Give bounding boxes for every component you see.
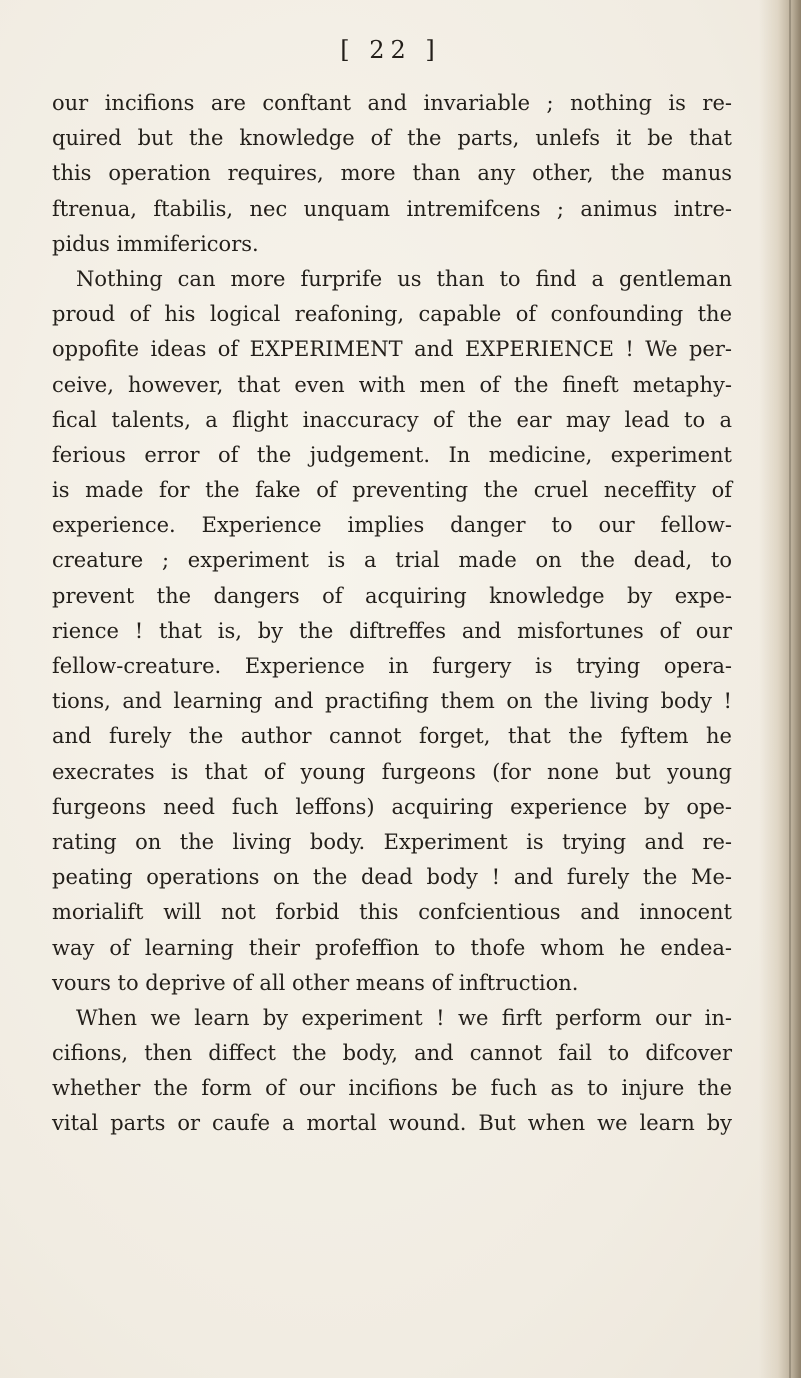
text-line: tions, and learning and practifing them on the living body ! (52, 689, 732, 714)
text-line: cifions, then diffect the body, and cannot fail to difcover (52, 1041, 732, 1066)
text-line: fical talents, a flight inaccuracy of the ear may lead to a (52, 407, 732, 432)
text-line: prevent the dangers of acquiring knowledge by expe- (52, 583, 732, 608)
page-edge-line (789, 0, 791, 1378)
text-line: rating on the living body. Experiment is trying and re- (52, 829, 732, 854)
text-line: experience. Experience implies danger to our fellow- (52, 513, 732, 538)
text-line: this operation requires, more than any other, the manus (52, 161, 732, 186)
text-line: quired but the knowledge of the parts, unlefs it be that (52, 126, 732, 151)
text-line: fellow-creature. Experience in furgery is trying opera- (52, 654, 732, 678)
text-line: our incifions are conftant and invariable ; nothing is re- (52, 91, 732, 115)
body-text (52, 86, 732, 1142)
page-number: [ 22 ] (340, 36, 441, 64)
text-line: ceive, however, that even with men of the fineft metaphy- (52, 372, 732, 397)
text-line: rience ! that is, by the diftreffes and misfortunes of our (52, 618, 732, 643)
text-line: proud of his logical reafoning, capable of confounding the (52, 302, 732, 327)
text-line: pidus immifericors. (52, 231, 259, 256)
text-line: oppofite ideas of EXPERIMENT and EXPERIENCE ! We per- (52, 337, 732, 362)
text-line: and furely the author cannot forget, that the fyftem he (52, 724, 732, 749)
page-gutter-shadow (759, 0, 801, 1378)
text-line: vital parts or caufe a mortal wound. But when we learn by (52, 1111, 732, 1136)
text-line: creature ; experiment is a trial made on the dead, to (52, 548, 732, 573)
text-line: way of learning their profeffion to thofe whom he endea- (52, 935, 732, 960)
text-line: ftrenua, ftabilis, nec unquam intremifcens ; animus intre- (52, 196, 732, 221)
text-line: peating operations on the dead body ! and furely the Me- (52, 865, 732, 890)
text-line: furgeons need fuch leffons) acquiring experience by ope- (52, 794, 732, 819)
text-line: vours to deprive of all other means of inftruction. (52, 970, 579, 995)
text-line: whether the form of our incifions be fuch as to injure the (52, 1076, 732, 1101)
text-line: is made for the fake of preventing the cruel neceffity of (52, 478, 732, 503)
text-line: execrates is that of young furgeons (for none but young (52, 759, 732, 784)
text-line: When we learn by experiment ! we firft perform our in- (76, 1005, 732, 1030)
text-line: morialift will not forbid this confcientious and innocent (52, 900, 732, 925)
text-line: ferious error of the judgement. In medicine, experiment (52, 442, 732, 467)
text-line: Nothing can more furprife us than to find a gentleman (76, 266, 732, 291)
